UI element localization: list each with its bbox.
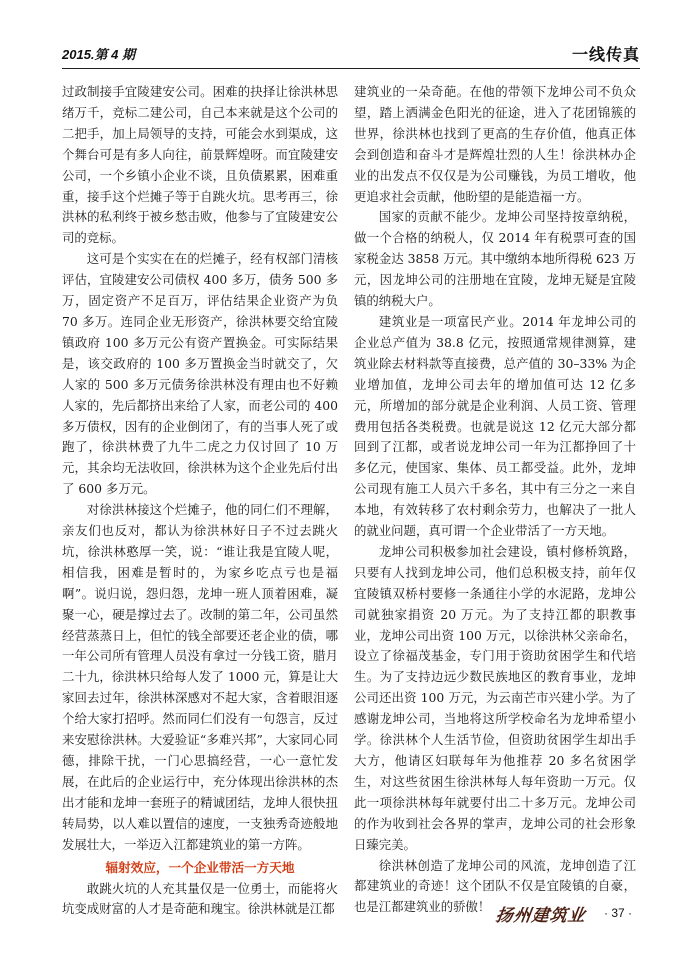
paragraph: 徐洪林创造了龙坤公司的风流，龙坤创造了江都建筑业的奇迹！这个团队不仅是宜陵镇的自豪，也是江都建筑业的骄傲！ [354,857,636,915]
section-subheading: 辐射效应，一个企业带活一方天地 [105,859,295,875]
running-header [62,40,640,69]
left-column [62,82,338,920]
section-title: 一线传真 [571,45,640,64]
paragraph: 过政制接手宜陵建安公司。困难的抉择让徐洪林思绪万千，竞标二建公司，自己本来就是这个公司的二把手，加上局领导的支持，可能会水到渠成，这个舞台可是有多人向往，前景辉煌呀。而宜陵建安公司，一个乡镇小企业不谈，且负债累累，困难重重，接手这个烂摊子等于自跳火坑。思考再三，徐洪林的私利终于被乡愁击败，他参与了宜陵建安公司的竞标。 [62,84,338,246]
paragraph: 敢跳火坑的人充其量仅是一位勇士，而能将火坑变成财富的人才是奇葩和瑰宝。徐洪林就是江都 [62,880,338,917]
paragraph: 对徐洪林接这个烂摊子，他的同仁们不理解，亲友们也反对，都认为徐洪林好日子不过去跳火坑，徐洪林憨厚一笑，说：“谁让我是宜陵人呢，相信我，困难是暂时的，为家乡吃点亏也是福啊”。说归说，怨归怨，龙坤一班人顶着困难，凝聚一心，硬是撑过去了。改制的第二年，公司虽然经营蒸蒸日上，但忙的钱全部要还老企业的债，哪一年公司所有管理人员没有拿过一分钱工资，腊月二十九，徐洪林只给每人发了 1000 元，算是让大家回去过年，徐洪林深感对不起大家，含着眼泪逐个给大家打招呼。然而同仁们没有一句怨言，反过来安慰徐洪林。大爱验证“多难兴邦”，大家同心同德，排除干扰，一门心思搞经营，一心一意忙发展，在此后的企业运行中，充分体现出徐洪林的杰出才能和龙坤一套班子的精诚团结，龙坤人很快扭转局势，以人难以置信的速度，一支独秀奇迹般地发展壮大，一举迈入江都建筑业的第一方阵。 [62,502,338,852]
page-footer [496,901,636,927]
issue-label: 2015.第 4 期 [62,47,135,62]
paragraph: 建筑业的一朵奇葩。在他的带领下龙坤公司不负众望，踏上洒满金色阳光的征途，进入了花团锦簇的世界，徐洪林也找到了更高的生存价值，他真正体会到创造和奋斗才是辉煌壮烈的人生！徐洪林办企业的出发点不仅仅是为公司赚钱，为员工增收，他更追求社会贡献，他盼望的是能造福一方。 [354,84,636,204]
paragraph: 建筑业是一项富民产业。2014 年龙坤公司的企业总产值为 38.8 亿元，按照通常规律测算，建筑业除去材料款等直接费，总产值的 30–33% 为企业增加值，龙坤公司去年的增加值可达 12 亿多元，所增加的部分就是企业利润、人员工资、管理费用包括各类税费。也就是说这 12 亿元大部分都回到了江都，或者说龙坤公司一年为江都挣回了十多亿元，使国家、集体、员工都受益。此外，龙坤公司现有施工人员六千多名，其中有三分之一来自本地，有效转移了农村剩余劳力，也解决了一批人的就业问题，真可谓一个企业带活了一方天地。 [354,313,636,539]
paragraph: 这可是个实实在在的烂摊子，经有权部门清核评估，宜陵建安公司债权 400 多万，债务 500 多万，固定资产不足百万，评估结果企业资产为负 70 多万。连同企业无形资产，徐洪林要交给宜陵镇政府 100 多万元公有资产置换金。可实际结果是，该交政府的 100 多万置换金当时就交了，欠人家的 500 多万元债务徐洪林没有理由也不好赖人家的，先后都挤出来给了人家，而老公司的 400 多万债权，因有的企业倒闭了，有的当事人死了或跑了，徐洪林费了九牛二虎之力仅讨回了 10 万元，其余均无法收回，徐洪林为这个企业先后付出了 600 多万元。 [62,251,338,497]
right-column [354,82,636,918]
page-number: · 37 · [603,906,632,920]
paragraph: 龙坤公司积极参加社会建设，镇村修桥筑路，只要有人找到龙坤公司，他们总积极支持，前年仅宜陵镇双桥村要修一条通往小学的水泥路，龙坤公司就独家捐资 20 万元。为了支持江都的职教事业，龙坤公司出资 100 万元，以徐洪林父亲命名，设立了徐福茂基金，专门用于资助贫困学生和代培生。为了支持边远少数民族地区的教育事业，龙坤公司还出资 100 万元，为云南芒市兴建小学。为了感谢龙坤公司，当地将这所学校命名为龙坤希望小学。徐洪林个人生活节俭，但资助贫困学生却出手大方，他请区妇联每年为他推荐 20 多名贫困学生，对这些贫困生徐洪林每人每年资助一万元。仅此一项徐洪林每年就要付出二十多万元。龙坤公司的作为收到社会各界的掌声，龙坤公司的社会形象日臻完美。 [354,543,636,852]
magazine-logo: 扬州建筑业 [494,906,588,926]
paragraph: 国家的贡献不能少。龙坤公司坚持按章纳税，做一个合格的纳税人，仅 2014 年有税票可查的国家税金达 3858 万元。其中缴纳本地所得税 623 万元，因龙坤公司的注册地在宜陵，龙坤无疑是宜陵镇的纳税大户。 [354,209,636,309]
